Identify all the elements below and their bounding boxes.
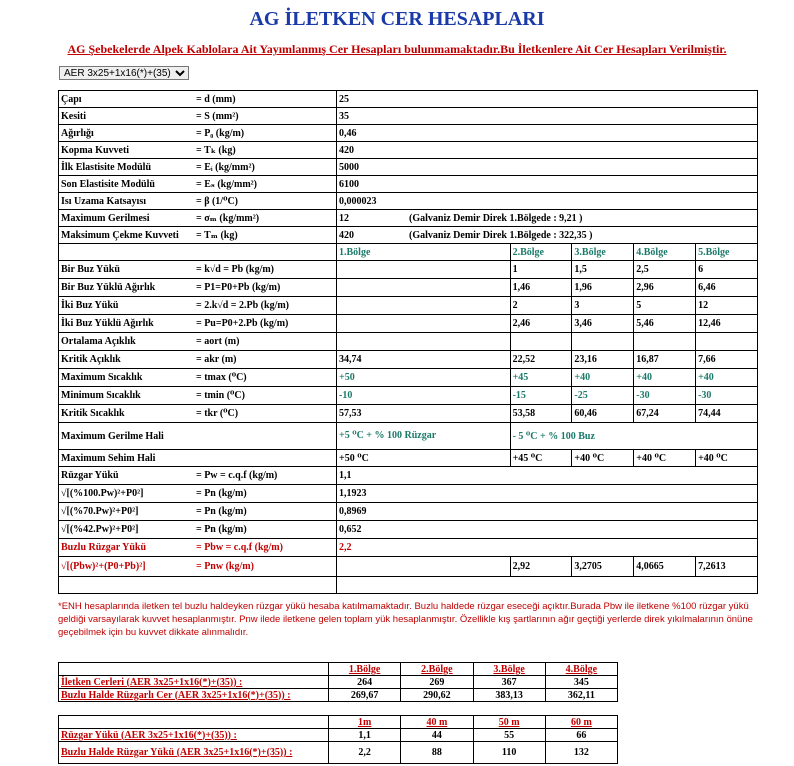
table-cell <box>59 663 329 676</box>
row-label <box>59 333 337 351</box>
row-label <box>59 91 337 108</box>
label-text: √[(Pbw)²+(P0+Pb)²] <box>61 561 146 572</box>
table-row <box>59 142 758 159</box>
row-label <box>59 387 337 405</box>
value-cell: 5 <box>634 297 696 315</box>
table-row <box>59 159 758 176</box>
table-row <box>59 244 758 261</box>
table-row <box>59 729 618 742</box>
table-cell <box>545 702 617 716</box>
value-text: 420 <box>339 229 354 241</box>
value-cell: 60,46 <box>572 405 634 423</box>
table-row <box>59 450 758 467</box>
value-note: (Galvaniz Demir Direk 1.Bölgede : 9,21 ) <box>409 212 583 224</box>
formula-text: = k√d = Pb (kg/m) <box>196 264 275 275</box>
value-cell <box>510 333 572 351</box>
label-text: √[(%70.Pw)²+P0²] <box>61 506 139 517</box>
label-text: √[(%100.Pw)²+P0²] <box>61 488 144 499</box>
label-text: Çapı <box>61 93 82 105</box>
label-text: Isı Uzama Katsayısı <box>61 195 146 207</box>
table-row <box>59 557 758 577</box>
formula-text: = Tₖ (kg) <box>196 144 236 156</box>
value-cell <box>337 279 511 297</box>
value-cell: -10 <box>337 387 511 405</box>
span-header: 1m <box>329 716 401 729</box>
table-row <box>59 176 758 193</box>
region-header: 3.Bölge <box>473 663 545 676</box>
formula-text: = Pbw = c.q.f (kg/m) <box>196 542 283 553</box>
formula-text: = tmin (⁰C) <box>196 390 245 401</box>
value-cell: 6100 <box>337 176 758 193</box>
label-text: İlk Elastisite Modülü <box>61 161 152 173</box>
region-header: 2.Bölge <box>401 663 473 676</box>
value-cell: +40 ⁰C <box>696 450 758 467</box>
value-cell: 362,11 <box>545 689 617 702</box>
table-row <box>59 108 758 125</box>
label-text: Maksimum Çekme Kuvveti <box>61 229 179 241</box>
value-cell: +45 ⁰C <box>510 450 572 467</box>
table-cell <box>59 702 329 716</box>
value-cell: 383,13 <box>473 689 545 702</box>
table-row <box>59 125 758 142</box>
span-header: 50 m <box>473 716 545 729</box>
value-cell: 0,46 <box>337 125 758 142</box>
value-text: 12 <box>339 212 349 224</box>
value-cell: -30 <box>696 387 758 405</box>
row-label: Buzlu Halde Rüzgar Yükü (AER 3x25+1x16(*)+(35)) : <box>59 742 329 764</box>
value-cell: -15 <box>510 387 572 405</box>
page-subtitle: AG Şebekelerde Alpek Kablolara Ait Yayımlanmış Cer Hesapları bulunmamaktadır.Bu İletkenlere Ait Cer Hesapları Verilmiştir. <box>67 42 727 56</box>
row-label <box>59 369 337 387</box>
value-cell: 132 <box>545 742 617 764</box>
value-cell: 1,1 <box>337 467 758 485</box>
table-cell <box>59 716 329 729</box>
table-row <box>59 297 758 315</box>
value-cell: 5000 <box>337 159 758 176</box>
row-label <box>59 351 337 369</box>
value-cell: 269 <box>401 676 473 689</box>
region-header: 2.Bölge <box>510 244 572 261</box>
formula-text: = d (mm) <box>196 93 236 105</box>
value-cell <box>337 315 511 333</box>
label-text: Kesiti <box>61 110 86 122</box>
value-cell: 3,46 <box>572 315 634 333</box>
region-header: 1.Bölge <box>329 663 401 676</box>
value-cell: +40 ⁰C <box>634 450 696 467</box>
value-cell <box>634 333 696 351</box>
label-text: İki Buz Yüklü Ağırlık <box>61 318 154 329</box>
formula-text: = P₀ (kg/m) <box>196 127 245 139</box>
value-cell: 12 <box>696 297 758 315</box>
value-cell: +50 ⁰C <box>337 450 511 467</box>
row-label: Maximum Gerilme Hali <box>59 423 337 450</box>
calculation-table <box>58 90 758 594</box>
row-label: Buzlu Halde Rüzgarlı Cer (AER 3x25+1x16(*)+(35)) : <box>59 689 329 702</box>
value-cell: 5,46 <box>634 315 696 333</box>
value-cell: 16,87 <box>634 351 696 369</box>
row-label <box>59 539 337 557</box>
label-text: Ağırlığı <box>61 127 94 139</box>
value-cell: +45 <box>510 369 572 387</box>
row-label <box>59 557 337 577</box>
formula-text: = Pn (kg/m) <box>196 506 247 517</box>
value-cell: 2,46 <box>510 315 572 333</box>
table-row <box>59 193 758 210</box>
value-cell: +40 <box>634 369 696 387</box>
label-text: √[(%42.Pw)²+P0²] <box>61 524 139 535</box>
table-row <box>59 405 758 423</box>
value-cell <box>337 557 511 577</box>
value-cell: -25 <box>572 387 634 405</box>
label-text: Bir Buz Yüklü Ağırlık <box>61 282 156 293</box>
value-cell: 110 <box>473 742 545 764</box>
table-row <box>59 315 758 333</box>
label-text: Buzlu Rüzgar Yükü <box>61 542 147 553</box>
page-title: AG İLETKEN CER HESAPLARI <box>249 8 545 30</box>
formula-text: = tkr (⁰C) <box>196 408 239 419</box>
value-cell: +50 <box>337 369 511 387</box>
table-row <box>59 261 758 279</box>
value-cell: 23,16 <box>572 351 634 369</box>
formula-text: = Pn (kg/m) <box>196 488 247 499</box>
value-cell <box>572 333 634 351</box>
row-label <box>59 176 337 193</box>
value-cell: 0,652 <box>337 521 758 539</box>
value-cell: +40 <box>572 369 634 387</box>
region-header: 4.Bölge <box>545 663 617 676</box>
table-row <box>59 742 618 764</box>
value-cell: 2,2 <box>329 742 401 764</box>
value-cell: 67,24 <box>634 405 696 423</box>
value-cell: 6 <box>696 261 758 279</box>
formula-text: = σₘ (kg/mm²) <box>196 212 260 224</box>
value-cell: +40 <box>696 369 758 387</box>
value-cell: 1,96 <box>572 279 634 297</box>
label-text: Maximum Sıcaklık <box>61 372 143 383</box>
value-cell: 53,58 <box>510 405 572 423</box>
formula-text: = P1=P0+Pb (kg/m) <box>196 282 281 293</box>
row-label <box>59 279 337 297</box>
table-row <box>59 676 618 689</box>
table-row <box>59 689 618 702</box>
formula-text: = Eₛ (kg/mm²) <box>196 178 257 190</box>
formula-text: = Pnw (kg/m) <box>196 561 254 572</box>
value-cell: 1,5 <box>572 261 634 279</box>
formula-text: = Tₘ (kg) <box>196 229 238 241</box>
row-label <box>59 485 337 503</box>
table-cell <box>59 244 337 261</box>
region-header: 3.Bölge <box>572 244 634 261</box>
formula-text: = aort (m) <box>196 336 240 347</box>
value-cell: 34,74 <box>337 351 511 369</box>
value-cell: +40 ⁰C <box>572 450 634 467</box>
value-cell: +5 ⁰C + % 100 Rüzgar <box>337 423 511 450</box>
table-row <box>59 539 758 557</box>
formula-text: = Pn (kg/m) <box>196 524 247 535</box>
value-cell: 4,0665 <box>634 557 696 577</box>
span-header: 40 m <box>401 716 473 729</box>
value-cell <box>337 261 511 279</box>
value-cell: 0,000023 <box>337 193 758 210</box>
formula-text: = 2.k√d = 2.Pb (kg/m) <box>196 300 290 311</box>
row-label <box>59 125 337 142</box>
formula-text: = akr (m) <box>196 354 237 365</box>
label-text: Kritik Sıcaklık <box>61 408 125 419</box>
value-cell: - 5 ⁰C + % 100 Buz <box>510 423 757 450</box>
row-label <box>59 142 337 159</box>
row-label <box>59 193 337 210</box>
value-cell: 2 <box>510 297 572 315</box>
table-cell <box>59 577 337 594</box>
table-row <box>59 663 618 676</box>
region-header: 5.Bölge <box>696 244 758 261</box>
value-cell <box>337 297 511 315</box>
value-cell: 66 <box>545 729 617 742</box>
row-label: Rüzgar Yükü (AER 3x25+1x16(*)+(35)) : <box>59 729 329 742</box>
region-header: 4.Bölge <box>634 244 696 261</box>
row-label <box>59 521 337 539</box>
value-cell: 420 <box>337 142 758 159</box>
table-row <box>59 91 758 108</box>
value-cell: 6,46 <box>696 279 758 297</box>
formula-text: = tmax (⁰C) <box>196 372 247 383</box>
label-text: Maximum Gerilmesi <box>61 212 150 224</box>
value-cell: 22,52 <box>510 351 572 369</box>
table-row <box>59 423 758 450</box>
table-row <box>59 503 758 521</box>
table-row <box>59 485 758 503</box>
table-cell <box>329 702 401 716</box>
table-row <box>59 577 758 594</box>
value-cell: -30 <box>634 387 696 405</box>
formula-text: = β (1/⁰C) <box>196 195 239 207</box>
value-note: (Galvaniz Demir Direk 1.Bölgede : 322,35 ) <box>409 229 593 241</box>
value-cell: 57,53 <box>337 405 511 423</box>
table-row <box>59 702 618 716</box>
value-cell: 25 <box>337 91 758 108</box>
table-cell <box>401 702 473 716</box>
value-cell <box>337 333 511 351</box>
table-row <box>59 227 758 244</box>
value-cell: 1 <box>510 261 572 279</box>
value-cell <box>337 210 758 227</box>
formula-text: = Pu=P0+2.Pb (kg/m) <box>196 318 289 329</box>
value-cell: 367 <box>473 676 545 689</box>
footnote: *ENH hesaplarında iletken tel buzlu haldeyken rüzgar yükü hesaba katılmamaktadır. Buzlu haldede rüzgar eseceği açıktır.Burada Pbw ile iletkene %100 rüzgar yükü geldiği varsayılarak kuvvet hesaplanmıştır. Pnw ilede iletkene gelen toplam yük hesaplanmıştır. Özellikle kış şartlarının ağır geçtiği yerlerde direk yıkılmalarının önüne geçebilmek için bu kuvvet dikkate alınmalıdır. <box>58 601 753 638</box>
value-cell: 2,92 <box>510 557 572 577</box>
value-cell: 2,96 <box>634 279 696 297</box>
table-row <box>59 369 758 387</box>
label-text: Kopma Kuvveti <box>61 144 130 156</box>
label-text: Son Elastisite Modülü <box>61 178 155 190</box>
table-cell <box>337 577 758 594</box>
value-cell: 345 <box>545 676 617 689</box>
row-label <box>59 210 337 227</box>
value-cell: 7,66 <box>696 351 758 369</box>
row-label <box>59 261 337 279</box>
formula-text: = Pw = c.q.f (kg/m) <box>196 470 278 481</box>
table-row <box>59 387 758 405</box>
value-cell: 88 <box>401 742 473 764</box>
value-cell: 7,2613 <box>696 557 758 577</box>
value-cell: 1,1923 <box>337 485 758 503</box>
label-text: Rüzgar Yükü <box>61 470 119 481</box>
table-row <box>59 279 758 297</box>
table-row <box>59 521 758 539</box>
formula-text: = S (mm²) <box>196 110 239 122</box>
value-cell: 269,67 <box>329 689 401 702</box>
value-cell: 74,44 <box>696 405 758 423</box>
formula-text: = Eᵢ (kg/mm²) <box>196 161 255 173</box>
table-row <box>59 210 758 227</box>
row-label <box>59 503 337 521</box>
row-label: Maximum Sehim Hali <box>59 450 337 467</box>
table-cell <box>473 702 545 716</box>
value-cell: 0,8969 <box>337 503 758 521</box>
value-cell: 55 <box>473 729 545 742</box>
table-row <box>59 716 618 729</box>
value-cell: 290,62 <box>401 689 473 702</box>
summary-table <box>58 662 618 764</box>
value-cell: 35 <box>337 108 758 125</box>
region-header: 1.Bölge <box>337 244 511 261</box>
value-cell: 1,1 <box>329 729 401 742</box>
value-cell: 1,46 <box>510 279 572 297</box>
span-header: 60 m <box>545 716 617 729</box>
label-text: Kritik Açıklık <box>61 354 121 365</box>
row-label <box>59 108 337 125</box>
value-cell: 12,46 <box>696 315 758 333</box>
value-cell: 3,2705 <box>572 557 634 577</box>
row-label <box>59 227 337 244</box>
value-cell: 264 <box>329 676 401 689</box>
row-label <box>59 297 337 315</box>
row-label <box>59 159 337 176</box>
label-text: Ortalama Açıklık <box>61 336 136 347</box>
cable-select[interactable] <box>59 66 189 80</box>
row-label <box>59 315 337 333</box>
value-cell <box>337 227 758 244</box>
table-row <box>59 333 758 351</box>
value-cell: 44 <box>401 729 473 742</box>
row-label <box>59 467 337 485</box>
value-cell: 2,5 <box>634 261 696 279</box>
value-cell: 3 <box>572 297 634 315</box>
row-label: İletken Cerleri (AER 3x25+1x16(*)+(35)) : <box>59 676 329 689</box>
value-cell <box>696 333 758 351</box>
table-row <box>59 351 758 369</box>
label-text: Bir Buz Yükü <box>61 264 120 275</box>
value-cell: 2,2 <box>337 539 758 557</box>
label-text: İki Buz Yükü <box>61 300 119 311</box>
table-row <box>59 467 758 485</box>
label-text: Minimum Sıcaklık <box>61 390 141 401</box>
row-label <box>59 405 337 423</box>
